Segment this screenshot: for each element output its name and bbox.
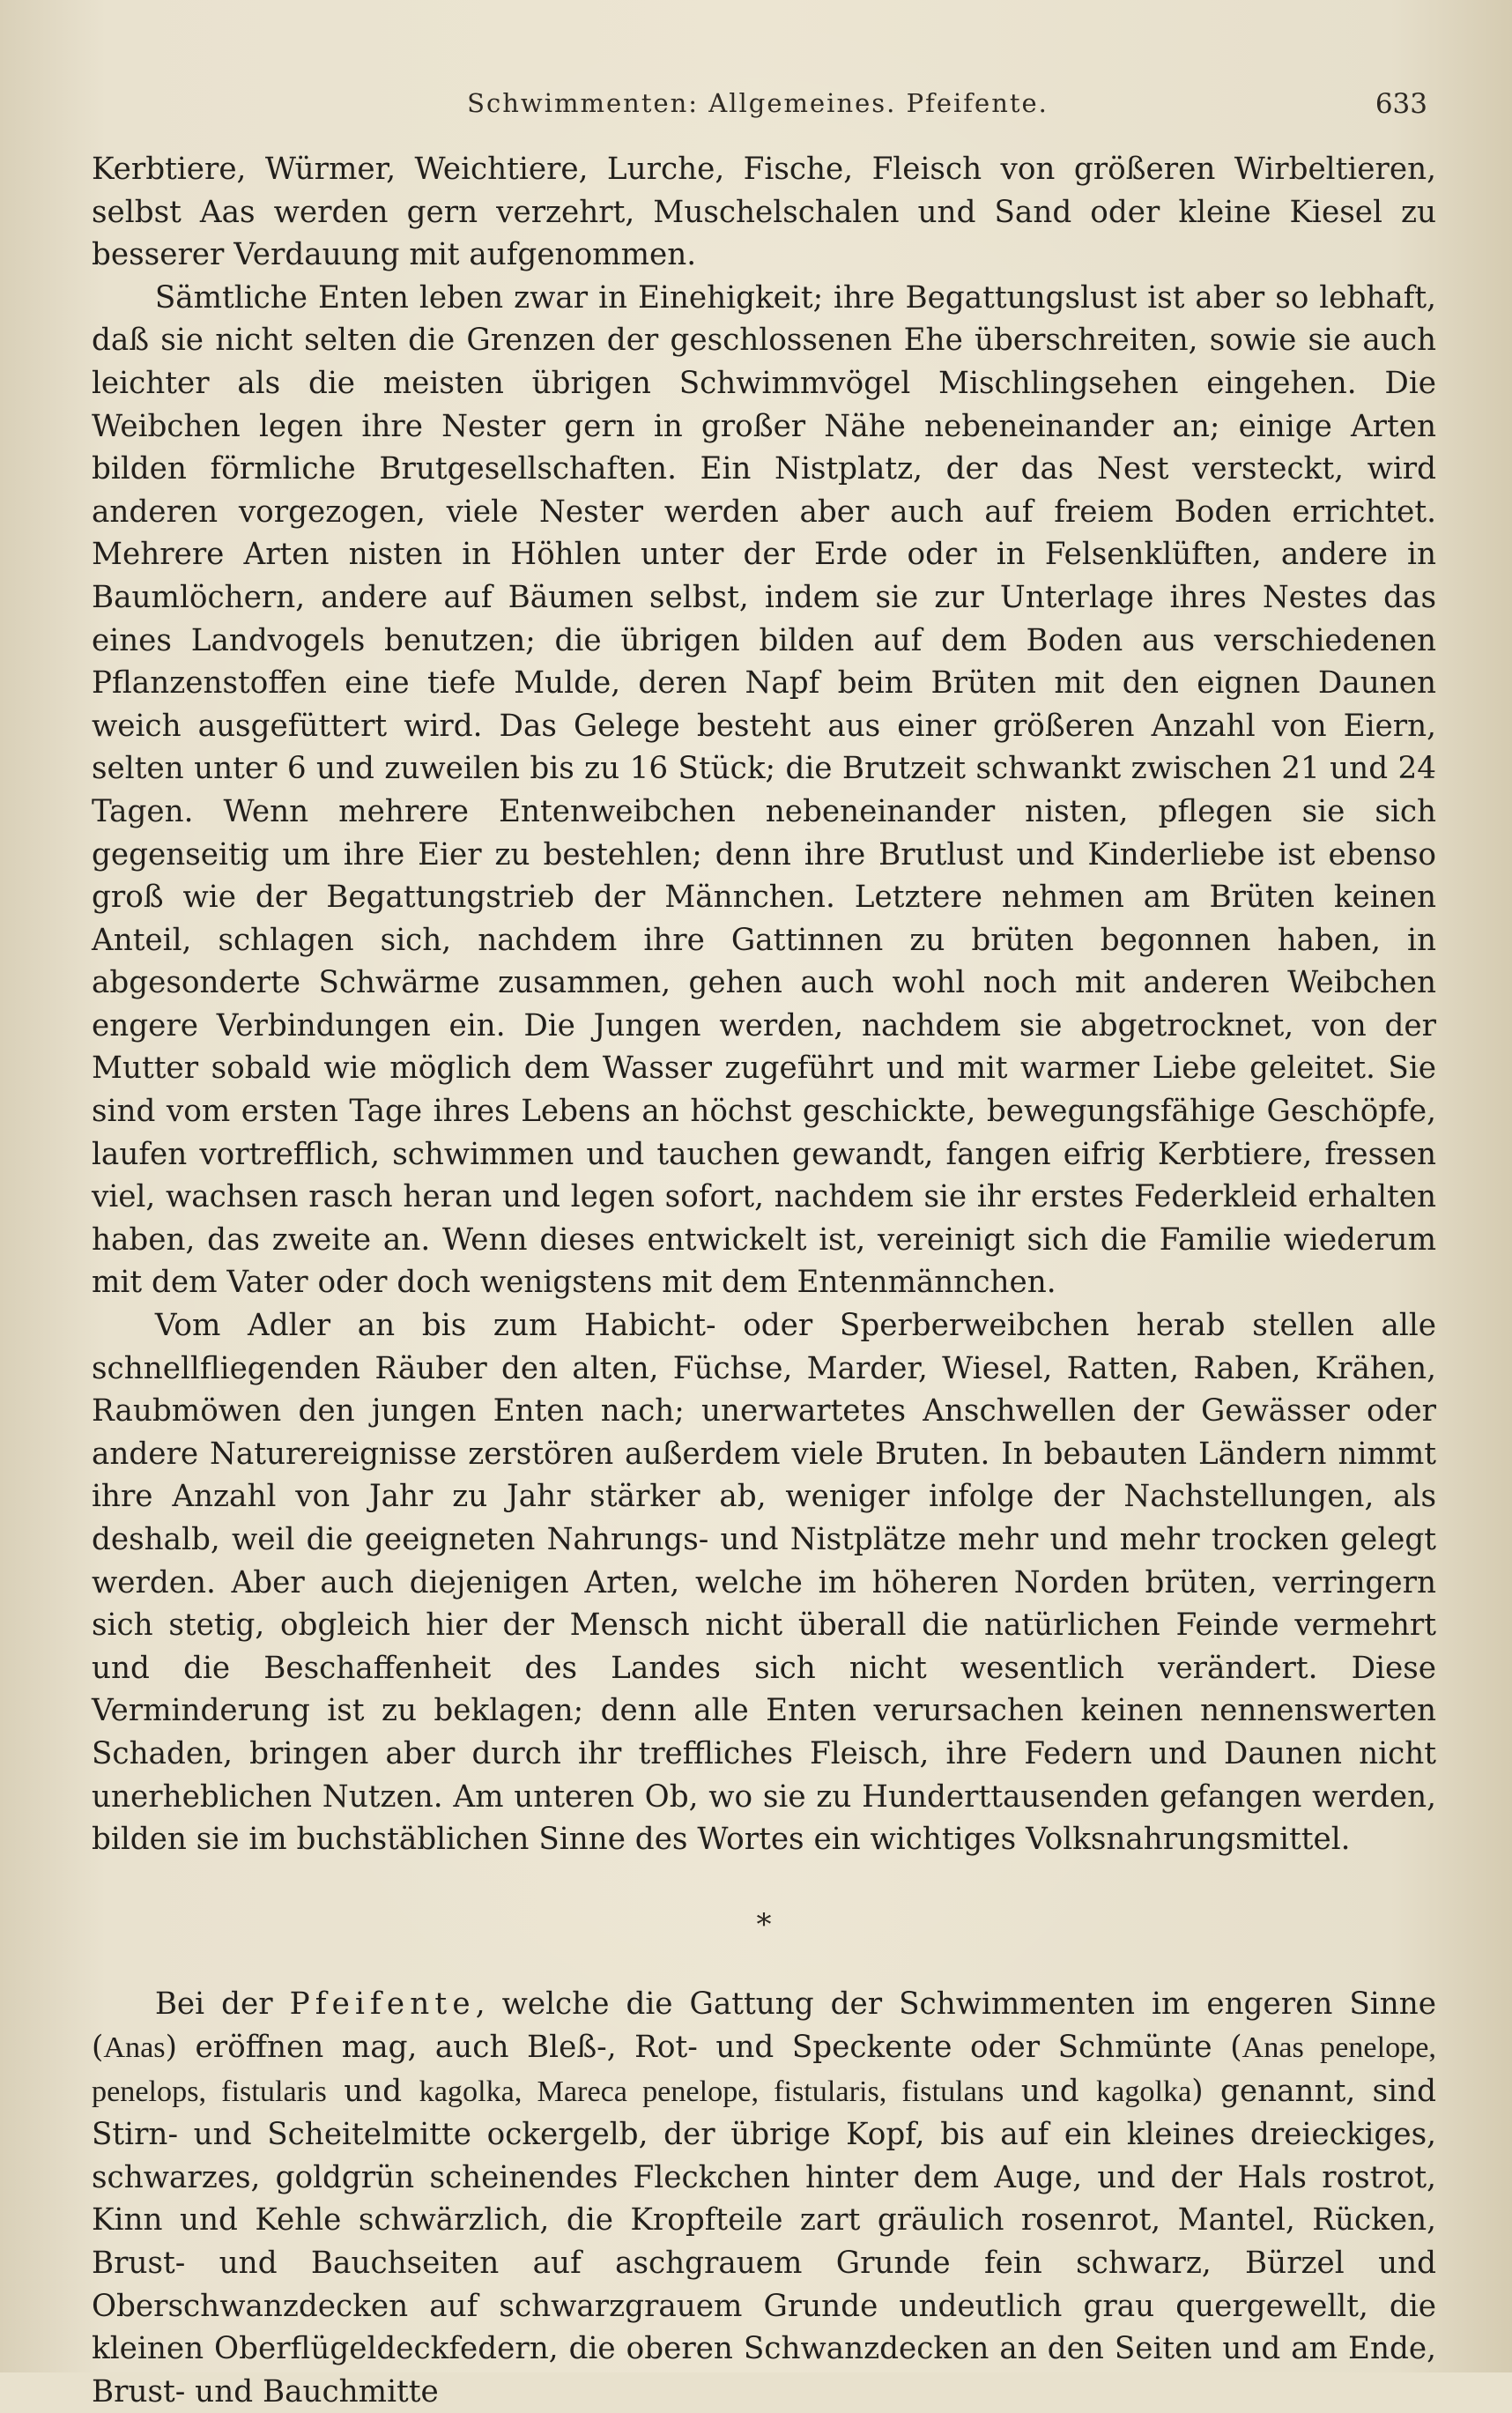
body-text [92,148,1436,2413]
section-separator: * [756,1906,772,1942]
latin-names-3: kagolka [1096,2075,1192,2108]
page-header [88,88,1427,127]
latin-names-2: kagolka, Mareca penelope, fistularis, fistulans [419,2075,1004,2108]
p4-text-2: ) eröffnen mag, auch Bleß-, Rot- und Speckente oder Schmünte ( [165,2029,1242,2065]
species-name: Pfeifente [289,1986,476,2023]
latin-genus: Anas [103,2031,166,2064]
page-number: 633 [1375,88,1427,120]
p4-text-1: , welche die Gattung der Schwimmenten im engeren Sinne ( [92,1986,1436,2065]
p4-und-2: und [1004,2073,1097,2109]
paragraph-3: Vom Adler an bis zum Habicht- oder Sperberweibchen herab stellen alle schnellfliegenden Räuber den alten, Füchse, Marder, Wiesel, Ratten, Raben, Krähen, Raubmöwen den jungen Enten nach; unerwartetes Anschwellen der Gewässer oder andere Naturereignisse zerstören außerdem viele Bruten. In bebauten Ländern nimmt ihre Anzahl von Jahr zu Jahr stärker ab, weniger infolge der Nachstellungen, als deshalb, weil die geeigneten Nahrungs- und Nistplätze mehr und mehr trocken gelegt werden. Aber auch diejenigen Arten, welche im höheren Norden brüten, verringern sich stetig, obgleich hier der Mensch nicht überall die natürlichen Feinde vermehrt und die Beschaffenheit des Landes sich nicht wesentlich verändert. Diese Verminderung ist zu beklagen; denn alle Enten verursachen keinen nennenswerten Schaden, bringen aber durch ihr treffliches Fleisch, ihre Federn und Daunen nicht unerheblichen Nutzen. Am unteren Ob, wo sie zu Hunderttausenden gefangen werden, bilden sie im buchstäblichen Sinne des Wortes ein wichtiges Volksnahrungsmittel. [92,1308,1436,1858]
paragraph-4 [92,1983,1436,2413]
paragraph-2: Sämtliche Enten leben zwar in Einehigkeit; ihre Begattungslust ist aber so lebhaft, daß sie nicht selten die Grenzen der geschlossenen Ehe überschreiten, sowie sie auch leichter als die meisten übrigen Schwimmvögel Mischlingsehen eingehen. Die Weibchen legen ihre Nester gern in großer Nähe nebeneinander an; einige Arten bilden förmliche Brutgesellschaften. Ein Nistplatz, der das Nest versteckt, wird anderen vorgezogen, viele Nester werden aber auch auf freiem Boden errichtet. Mehrere Arten nisten in Höhlen unter der Erde oder in Felsenklüften, andere in Baumlöchern, andere auf Bäumen selbst, indem sie zur Unterlage ihres Nestes das eines Landvogels benutzen; die übrigen bilden auf dem Boden aus verschiedenen Pflanzenstoffen eine tiefe Mulde, deren Napf beim Brüten mit den eignen Daunen weich ausgefüttert wird. Das Gelege besteht aus einer größeren Anzahl von Eiern, selten unter 6 und zuweilen bis zu 16 Stück; die Brutzeit schwankt zwischen 21 und 24 Tagen. Wenn mehrere Entenweibchen nebeneinander nisten, pflegen sie sich gegenseitig um ihre Eier zu bestehlen; denn ihre Brutlust und Kinderliebe ist ebenso groß wie der Begattungstrieb der Männchen. Letztere nehmen am Brüten keinen Anteil, schlagen sich, nachdem ihre Gattinnen zu brüten begonnen haben, in abgesonderte Schwärme zusammen, gehen auch wohl noch mit anderen Weibchen engere Verbindungen ein. Die Jungen werden, nachdem sie abgetrocknet, von der Mutter sobald wie möglich dem Wasser zugeführt und mit warmer Liebe geleitet. Sie sind vom ersten Tage ihres Lebens an höchst geschickte, bewegungsfähige Geschöpfe, laufen vortrefflich, schwimmen und tauchen gewandt, fangen eifrig Kerbtiere, fressen viel, wachsen rasch heran und legen sofort, nachdem sie ihr erstes Federkleid erhalten haben, das zweite an. Wenn dieses entwickelt ist, vereinigt sich die Familie wiederum mit dem Vater oder doch wenigstens mit dem Entenmännchen. [92,279,1436,1301]
paragraph-1: Kerbtiere, Würmer, Weichtiere, Lurche, Fische, Fleisch von größeren Wirbeltieren, selbst Aas werden gern verzehrt, Muschelschalen und Sand oder kleine Kiesel zu besserer Verdauung mit aufgenommen. [92,152,1436,273]
latin-names-1: Anas penelope, penelops, fistularis [92,2031,1436,2108]
p4-text-3: ) genannt, sind Stirn- und Scheitelmitte ockergelb, der übrige Kopf, bis auf ein kleines dreieckiges, schwarzes, goldgrün scheinendes Fleckchen hinter dem Auge, und der Hals rostrot, Kinn und Kehle schwärzlich, die Kropfteile zart gräulich rosenrot, Mantel, Rücken, Brust- und Bauchseiten auf aschgrauem Grunde fein schwarz, Bürzel und Oberschwanzdecken auf schwarzgrauem Grunde undeutlich grau quergewellt, die kleinen Oberflügeldeckfedern, die oberen Schwanzdecken an den Seiten und am Ende, Brust- und Bauchmitte [92,2073,1437,2409]
running-head: Schwimmenten: Allgemeines. Pfeifente. [467,88,1049,118]
p4-intro: Bei der [154,1986,290,2023]
p4-und-1: und [326,2073,419,2109]
